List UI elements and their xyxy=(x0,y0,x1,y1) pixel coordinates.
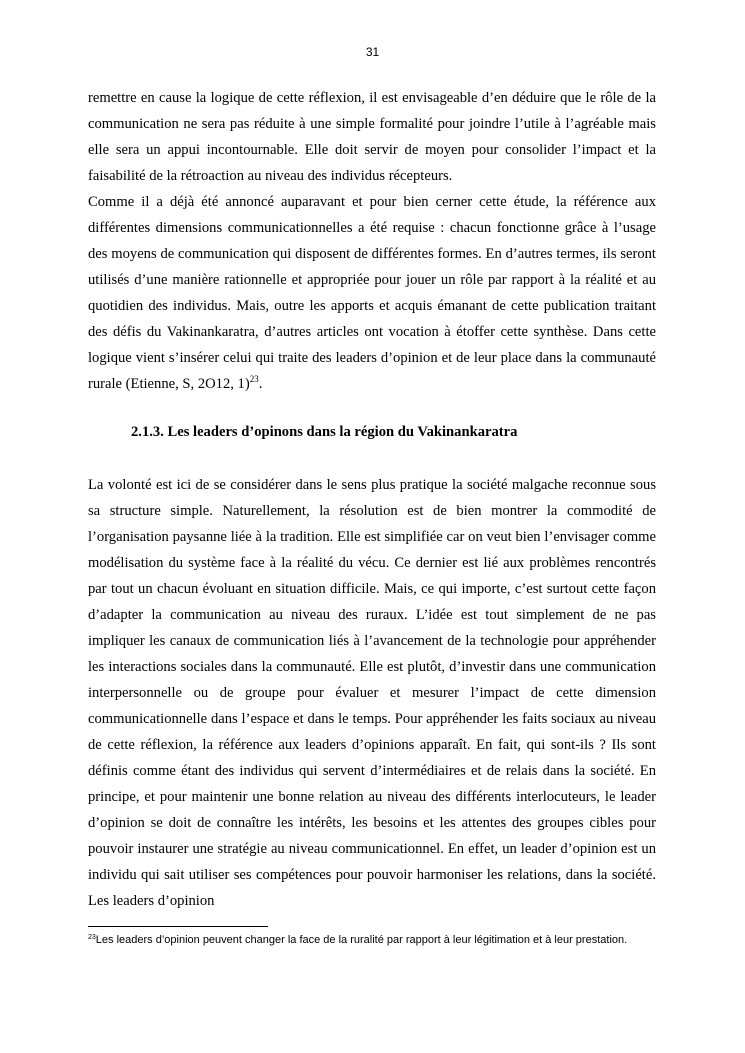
paragraph-1: remettre en cause la logique de cette réflexion, il est envisageable d’en déduire que le rôle de la communication ne sera pas réduite à une simple formalité pour joindre l’utile à l’agréable mais elle sera un appui incontournable. Elle doit servir de moyen pour consolider l’impact et la faisabilité de la rétroaction au niveau des individus récepteurs. xyxy=(88,90,656,184)
footnote-number: 23 xyxy=(88,934,96,941)
paragraph-3: La volonté est ici de se considérer dans le sens plus pratique la société malgache reconnue sous sa structure simple. Naturellement, la résolution est de bien montrer la commodité de l’organisation paysanne liée à la tradition. Elle est simplifiée car on veut bien l’envisager comme modélisation du système face à la réalité du vécu. Ce dernier est lié aux problèmes rencontrés par tout un chacun évoluant en situation difficile. Mais, ce qui importe, c’est surtout cette façon d’adapter la communication au niveau des ruraux. L’idée est tout simplement de ne pas impliquer les canaux de communication liés à l’avancement de la technologie pour appréhender les interactions sociales dans la communauté. Elle est plutôt, d’investir dans une communication interpersonnelle ou de groupe pour évaluer et mesurer l’impact de cette dimension communicationnelle dans l’espace et dans le temps. Pour appréhender les faits sociaux au niveau de cette réflexion, la référence aux leaders d’opinions apparaît. En fait, qui sont-ils ? Ils sont définis comme étant des individus qui servent d’intermédiaires et de relais dans la société. En principe, et pour maintenir une bonne relation au niveau des différents interlocuteurs, le leader d’opinion se doit de connaître les intérêts, les besoins et les attentes des groupes cibles pour pouvoir instaurer une stratégie au niveau communicationnel. En effet, un leader d’opinion est un individu qui sait utiliser ses compétences pour pouvoir harmoniser les relations, dans la société. Les leaders d’opinion xyxy=(88,477,656,909)
intro-text-block xyxy=(88,85,656,397)
main-text-block xyxy=(88,472,656,914)
paragraph-2-text: Comme il a déjà été annoncé auparavant et pour bien cerner cette étude, la référence aux différentes dimensions communicationnelles a été requise : chacun fonctionne grâce à l’usage des moyens de communication qui disposent de différentes formes. En d’autres termes, ils seront utilisés d’une manière rationnelle et appropriée pour jouer un rôle par rapport à la réalité et au quotidien des individus. Mais, outre les apports et acquis émanant de cette publication traitant des défis du Vakinankaratra, d’autres articles ont vocation à étoffer cette synthèse. Dans cette logique vient s’insérer celui qui traite des leaders d’opinion et de leur place dans la communauté rurale (Etienne, S, 2O12, 1) xyxy=(88,194,656,392)
footnote-reference[interactable]: 23 xyxy=(249,374,259,384)
footnote-text: Les leaders d’opinion peuvent changer la face de la ruralité par rapport à leur légitimation et à leur prestation. xyxy=(95,934,628,946)
paragraph-2 xyxy=(88,189,656,397)
section-heading: 2.1.3. Les leaders d’opinons dans la région du Vakinankaratra xyxy=(131,424,518,440)
paragraph-2-end: . xyxy=(258,376,263,392)
footnote-divider xyxy=(88,926,268,927)
footnote xyxy=(88,932,648,948)
page-number: 31 xyxy=(365,45,380,59)
